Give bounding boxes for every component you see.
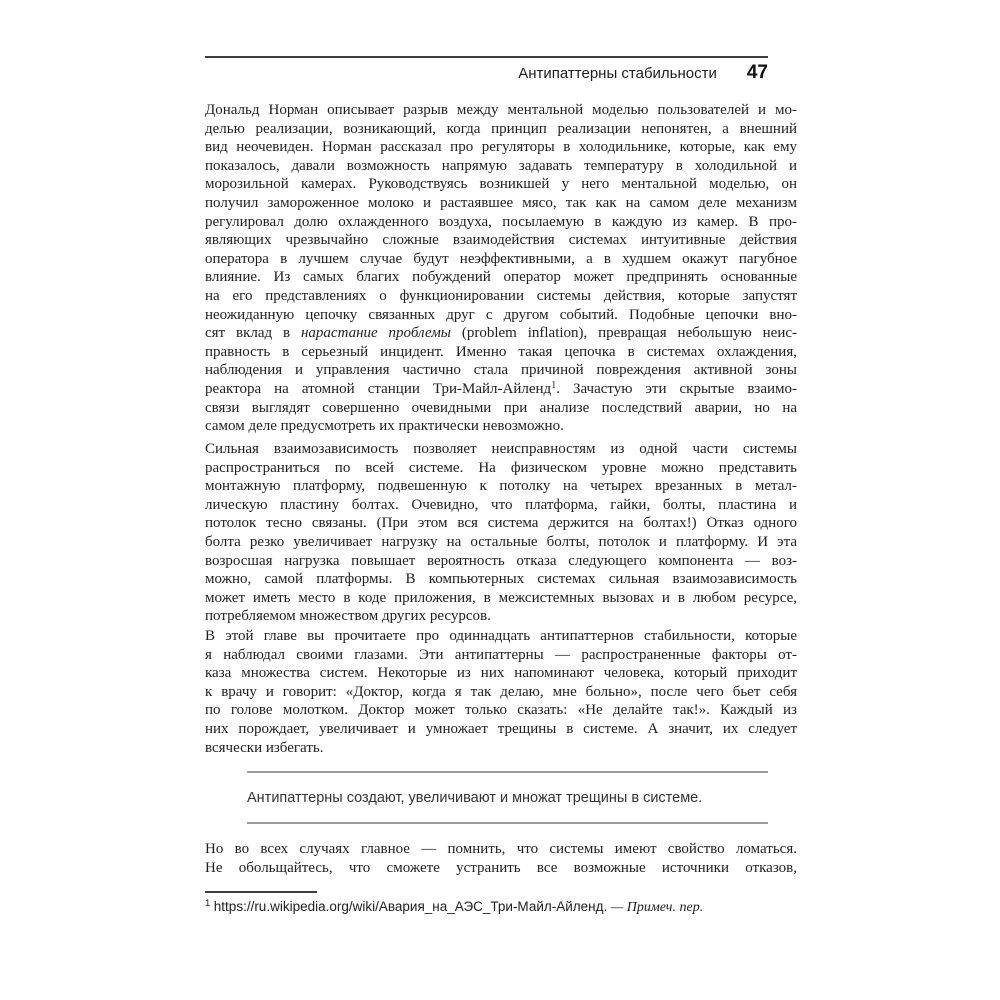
body-line: потолок тесно связаны. (При этом вся система держится на болтах!) Отказ одного (205, 515, 797, 532)
footnote-translator-note: — Примеч. пер. (610, 900, 704, 915)
body-line: потребляемом множеством других ресурсов. (205, 608, 491, 625)
body-line: делью реализации, возникающий, когда принцип реализации непонятен, а внешний (205, 120, 797, 137)
header-rule (205, 56, 768, 58)
body-line: может иметь место в коде приложения, в межсистемных вызовах и в любом ресурсе, (205, 589, 797, 606)
paragraph (205, 101, 797, 436)
body-line: болта резко увеличивает нагрузку на остальные болты, потолок и платформу. И эта (205, 533, 797, 550)
body-line: Не обольщайтесь, что сможете устранить все возможные источники отказов, (205, 859, 797, 876)
paragraph (205, 627, 797, 757)
body-line: Но во всех случаях главное — помнить, что системы имеют свойство ломаться. (205, 841, 797, 857)
body-line: возросшая нагрузка повышает вероятность отказа следующего компонента — воз- (205, 552, 797, 569)
body-line: на его представлениях о функционировании системы действия, которые запустят (205, 287, 797, 304)
body-line: распространиться по всей системе. На физическом уровне можно представить (205, 459, 797, 476)
body-line: неожиданную цепочку связанных друг с другом событий. Подобные цепочки вно- (205, 306, 797, 323)
body-line (205, 324, 797, 343)
footnote-rule (205, 891, 317, 893)
body-line: монтажную платформу, подвешенную к потолку на четырех врезанных в метал- (205, 478, 797, 495)
body-line: каза множества систем. Некоторые из них напоминают человека, который приходит (205, 665, 797, 682)
body-line: самом деле предусмотреть их практически невозможно. (205, 418, 564, 435)
body-line: влияние. Из самых благих побуждений оператор может предпринять основанные (205, 269, 797, 286)
text-segment: сят вклад в (205, 325, 301, 342)
body-line: являющих чрезвычайно сложные взаимодействия системах интуитивные действия (205, 232, 797, 249)
body-line: наблюдения и управления частично стала причиной повреждения активной зоны (205, 362, 797, 379)
body-line: морозильной камерах. Руководствуясь возникшей у него ментальной моделью, он (205, 176, 797, 193)
text-segment: реактора на атомной станции Три-Майл-Айленд (205, 380, 552, 397)
body-line: показалось, давали возможность напрямую задавать температуру в холодильной и (205, 157, 797, 174)
footnote-url-text: https://ru.wikipedia.org/wiki/Авария_на_АЭС_Три-Майл-Айленд. (213, 899, 608, 914)
footnote-marker: 1 (205, 898, 211, 909)
text-segment: . Зачастую эти скрытые взаимо- (556, 380, 798, 397)
emphasized-text: нарастание проблемы (300, 325, 451, 342)
body-line: регулировал долю охлажденного воздуха, посылаемую в каждую из камер. В про- (205, 213, 797, 230)
paragraph (205, 440, 797, 626)
footnote (205, 898, 797, 916)
body-line: можно, самой платформы. В компьютерных системах сильная взаимозависимость (205, 571, 797, 588)
body-line: Сильная взаимозависимость позволяет неисправностям из одной части системы (205, 441, 797, 457)
text-segment: (problem inflation), превращая небольшую неис- (450, 325, 797, 342)
body-line: получил замороженное молоко и растаявшее мясо, так как на самом деле механизм (205, 194, 797, 211)
body-line: всячески избегать. (205, 739, 324, 756)
footnote-reference: 1 (551, 379, 557, 391)
body-line: оператора в лучшем случае будут неэффективными, а в худшем окажут пагубное (205, 250, 797, 267)
body-line: В этой главе вы прочитаете про одиннадцать антипаттернов стабильности, которые (205, 628, 797, 644)
body-line: вид неочевиден. Норман рассказал про регуляторы в холодильнике, которые, как ему (205, 139, 797, 156)
body-line: Дональд Норман описывает разрыв между ментальной моделью пользователей и мо- (205, 102, 797, 118)
body-line: них порождает, увеличивает и умножает трещины в системе. А значит, их следует (205, 720, 797, 737)
running-head-row (205, 62, 768, 84)
page-number: 47 (746, 62, 768, 83)
body-line: по голове молотком. Доктор может только сказать: «Не делайте так!». Каждый из (205, 702, 797, 719)
body-line (205, 380, 797, 399)
body-line: я наблюдал своими глазами. Эти антипаттерны — распространенные факторы от- (205, 646, 797, 663)
running-head-title: Антипаттерны стабильности (518, 65, 717, 82)
paragraph (205, 840, 797, 877)
body-line: к врачу и говорит: «Доктор, когда я так делаю, мне больно», после чего бьет себя (205, 683, 797, 700)
body-line: связи выглядят совершенно очевидными при анализе последствий аварии, но на (205, 399, 797, 416)
callout-text: Антипаттерны создают, увеличивают и множат трещины в системе. (247, 790, 703, 806)
body-line: лическую пластину болтах. Очевидно, что платформа, гайки, болты, пластина и (205, 496, 797, 513)
callout-box (247, 771, 768, 824)
body-line: правность в серьезный инцидент. Именно такая цепочка в системах охлаждения, (205, 343, 797, 360)
